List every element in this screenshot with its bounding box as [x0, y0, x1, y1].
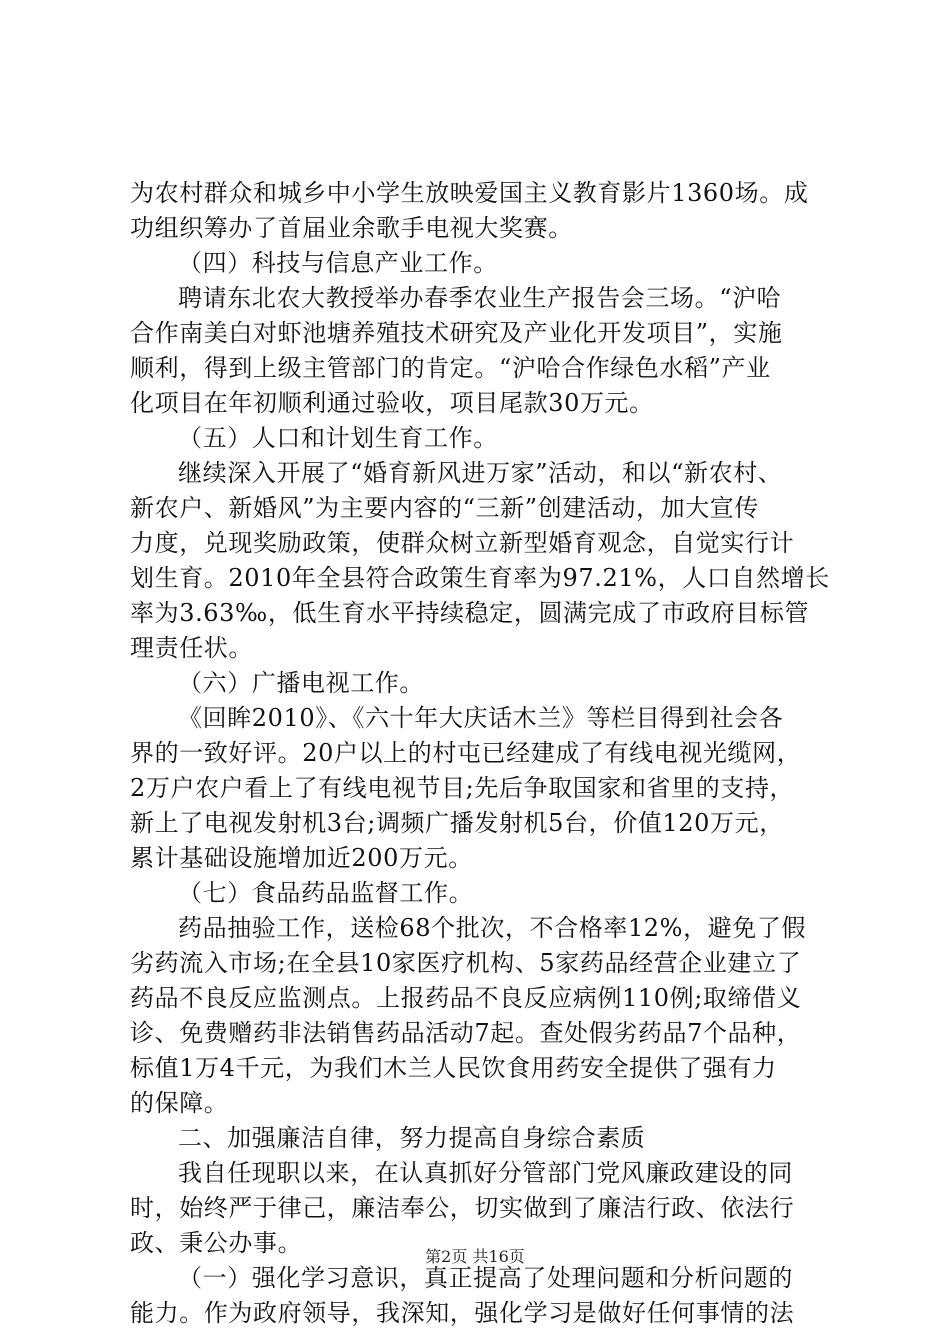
section-heading: （五）人口和计划生育工作。 [178, 424, 498, 452]
document-body [130, 176, 830, 1331]
text-line: 力度，兑现奖励政策，使群众树立新型婚育观念，自觉实行计 [130, 529, 795, 557]
text-line: 药品不良反应监测点。上报药品不良反应病例110例;取缔借义 [130, 984, 802, 1012]
text-line: 标值1万4千元，为我们木兰人民饮食用药安全提供了强有力 [130, 1054, 777, 1082]
text-line: 2万户农户看上了有线电视节目;先后争取国家和省里的支持， [130, 774, 795, 802]
text-line: 的保障。 [130, 1089, 229, 1117]
section-heading: （六）广播电视工作。 [178, 669, 424, 697]
text-line: 为农村群众和城乡中小学生放映爱国主义教育影片1360场。成 [130, 179, 809, 207]
text-line: 合作南美白对虾池塘养殖技术研究及产业化开发项目”，实施 [130, 319, 783, 347]
text-line: 理责任状。 [130, 634, 253, 662]
text-line: 界的一致好评。20户以上的村屯已经建成了有线电视光缆网， [130, 739, 802, 767]
text-line: 功组织筹办了首届业余歌手电视大奖赛。 [130, 214, 573, 242]
text-line: 劣药流入市场;在全县10家医疗机构、5家药品经营企业建立了 [130, 949, 802, 977]
text-line: 《回眸2010》、《六十年大庆话木兰》等栏目得到社会各 [178, 704, 784, 732]
text-line: 聘请东北农大教授举办春季农业生产报告会三场。“沪哈 [178, 284, 782, 312]
text-line: 累计基础设施增加近200万元。 [130, 844, 473, 872]
text-line: 政、秉公办事。 [130, 1229, 303, 1257]
text-line: 新农户、新婚风”为主要内容的“三新”创建活动，加大宣传 [130, 494, 760, 522]
text-line: （一）强化学习意识，真正提高了处理问题和分析问题的 [178, 1264, 793, 1292]
text-line: 我自任现职以来，在认真抓好分管部门党风廉政建设的同 [178, 1159, 793, 1187]
section-heading: （四）科技与信息产业工作。 [178, 249, 498, 277]
text-line: 诊、免费赠药非法销售药品活动7起。查处假劣药品7个品种， [130, 1019, 802, 1047]
text-line: 化项目在年初顺利通过验收，项目尾款30万元。 [130, 389, 654, 417]
text-line: 顺利，得到上级主管部门的肯定。“沪哈合作绿色水稻”产业 [130, 354, 771, 382]
text-line: 药品抽验工作，送检68个批次，不合格率12%，避免了假 [178, 914, 807, 942]
page-footer: 第2页 共16页 [425, 1247, 525, 1266]
section-heading: （七）食品药品监督工作。 [178, 879, 474, 907]
text-line: 时，始终严于律己，廉洁奉公，切实做到了廉洁行政、依法行 [130, 1194, 795, 1222]
text-line: 率为3.63‰，低生育水平持续稳定，圆满完成了市政府目标管 [130, 599, 810, 627]
text-line: 能力。作为政府领导，我深知，强化学习是做好任何事情的法 [130, 1299, 795, 1327]
section-heading: 二、加强廉洁自律，努力提高自身综合素质 [178, 1124, 646, 1152]
text-line: 新上了电视发射机3台;调频广播发射机5台，价值120万元， [130, 809, 784, 837]
text-line: 继续深入开展了“婚育新风进万家”活动，和以“新农村、 [178, 459, 783, 487]
text-line: 划生育。2010年全县符合政策生育率为97.21%，人口自然增长 [130, 564, 830, 592]
